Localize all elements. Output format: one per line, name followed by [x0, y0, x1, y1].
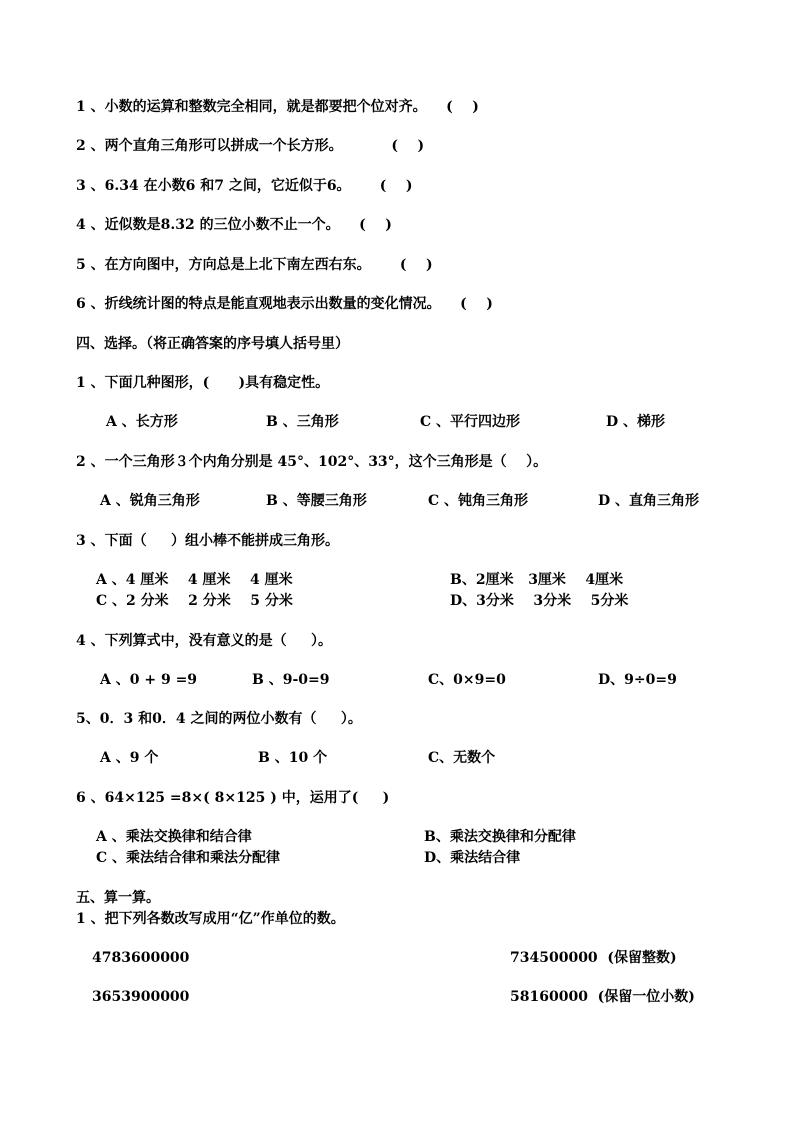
judge-item-5: 5 、在方向图中，方向总是上北下南左西右东。 ( ): [76, 257, 433, 273]
choice-q6-option-b: B、乘法交换律和分配律: [424, 829, 576, 845]
choice-q3-stem: 3 、下面（ ）组小棒不能拼成三角形。: [76, 533, 339, 549]
choice-q3-option-b: B、2厘米 3厘米 4厘米: [450, 572, 624, 588]
choice-q6-option-c: C 、乘法结合律和乘法分配律: [96, 850, 281, 866]
choice-q1-option-b: B 、三角形: [266, 414, 339, 430]
choice-q1-option-c: C 、平行四边形: [420, 414, 521, 430]
judge-item-2: 2 、两个直角三角形可以拼成一个长方形。 ( ): [76, 138, 425, 154]
section-4-title: 四、选择。（将正确答案的序号填人括号里）: [76, 336, 349, 352]
calc-q1-stem: 1 、把下列各数改写成用“亿”作单位的数。: [76, 911, 345, 927]
choice-q1-stem: 1 、下面几种图形，( )具有稳定性。: [76, 375, 330, 391]
choice-q6-option-a: A 、乘法交换律和结合律: [96, 829, 252, 845]
choice-q3-option-c: C 、2 分米 2 分米 5 分米: [96, 593, 293, 609]
calc-item-2: 734500000 (保留整数): [510, 950, 677, 966]
choice-q5-option-a: A 、9 个: [100, 750, 159, 766]
calc-item-3: 3653900000: [92, 989, 190, 1005]
choice-q2-option-a: A 、锐角三角形: [100, 493, 200, 509]
choice-q4-option-c: C、0×9=0: [428, 672, 506, 688]
judge-item-4: 4 、近似数是8.32 的三位小数不止一个。 ( ): [76, 217, 392, 233]
judge-item-1: 1 、小数的运算和整数完全相同，就是都要把个位对齐。 ( ): [76, 99, 479, 115]
choice-q6-option-d: D、乘法结合律: [424, 850, 521, 866]
calc-item-1: 4783600000: [92, 950, 190, 966]
choice-q4-option-a: A 、0 + 9 =9: [100, 672, 198, 688]
choice-q1-option-a: A 、长方形: [106, 414, 178, 430]
choice-q4-stem: 4 、下列算式中，没有意义的是（ ）。: [76, 633, 332, 649]
calc-item-4: 58160000 (保留一位小数): [510, 989, 695, 1005]
choice-q5-option-b: B 、10 个: [258, 750, 328, 766]
choice-q4-option-b: B 、9-0=9: [252, 672, 330, 688]
judge-item-6: 6 、折线统计图的特点是能直观地表示出数量的变化情况。 ( ): [76, 296, 493, 312]
judge-item-3: 3 、6.34 在小数6 和7 之间，它近似于6。 ( ): [76, 178, 413, 194]
choice-q2-option-b: B 、等腰三角形: [266, 493, 367, 509]
choice-q4-option-d: D、9÷0=9: [598, 672, 677, 688]
choice-q2-option-c: C 、钝角三角形: [428, 493, 529, 509]
choice-q2-option-d: D 、直角三角形: [598, 493, 700, 509]
choice-q3-option-a: A 、4 厘米 4 厘米 4 厘米: [96, 572, 293, 588]
choice-q5-option-c: C、无数个: [428, 750, 496, 766]
choice-q2-stem: 2 、一个三角形３个内角分别是 45°、102°、33°，这个三角形是（ ）。: [76, 454, 548, 470]
section-5-title: 五、算一算。: [76, 890, 160, 906]
choice-q5-stem: 5、0．3 和0．4 之间的两位小数有（ ）。: [76, 711, 362, 727]
choice-q1-option-d: D 、梯形: [606, 414, 666, 430]
choice-q6-stem: 6 、64×125 =8×( 8×125 ) 中，运用了( ): [76, 790, 390, 806]
choice-q3-option-d: D、3分米 3分米 5分米: [450, 593, 629, 609]
